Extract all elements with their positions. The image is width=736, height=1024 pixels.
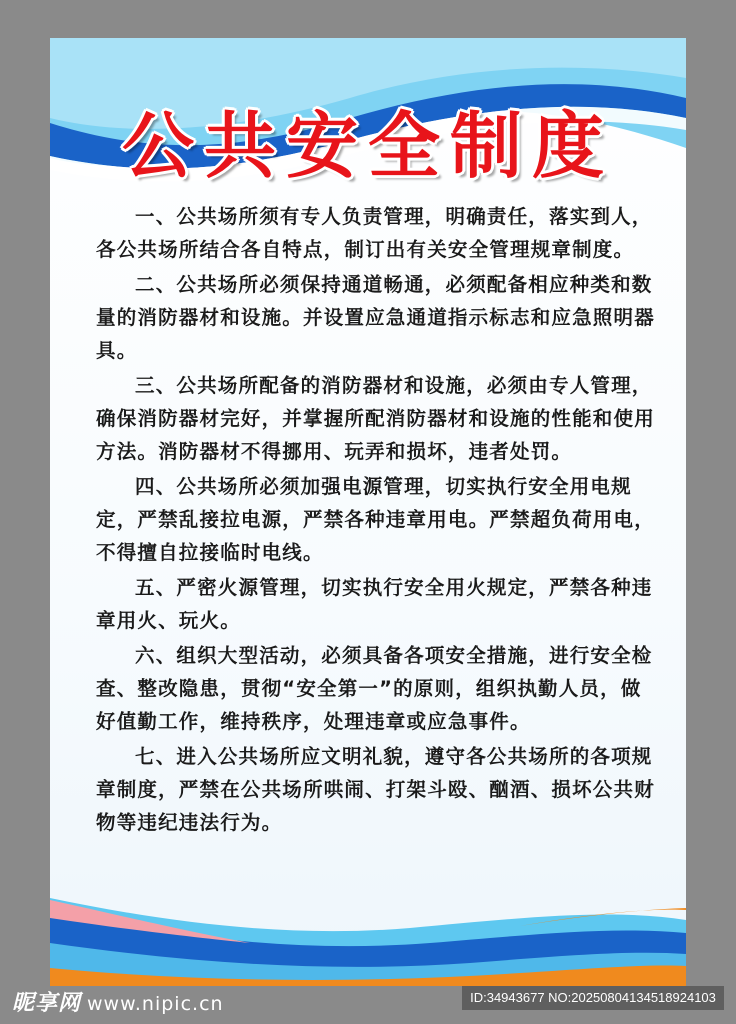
rule-paragraph-5: 五、严密火源管理，切实执行安全用火规定，严禁各种违章用火、玩火。	[96, 576, 653, 632]
rules-text	[96, 200, 656, 841]
rule-paragraph-4: 四、公共场所必须加强电源管理，切实执行安全用电规定，严禁乱接拉电源，严禁各种违章用电。严禁超负荷用电，不得擅自拉接临时电线。	[96, 475, 655, 564]
image-id-label: ID:34943677 NO:20250804134518924103	[462, 986, 724, 1010]
rule-paragraph-7: 七、进入公共场所应文明礼貌，遵守各公共场所的各项规章制度，严禁在公共场所哄闹、打架斗殴、酗酒、损坏公共财物等违纪违法行为。	[96, 745, 655, 834]
rule-paragraph-3: 三、公共场所配备的消防器材和设施，必须由专人管理，确保消防器材完好，并掌握所配消防器材和设施的性能和使用方法。消防器材不得挪用、玩弄和损坏，违者处罚。	[96, 374, 655, 463]
site-logo: 昵享网	[12, 991, 82, 1016]
poster-title: 公共安全制度	[121, 104, 614, 188]
site-watermark	[12, 986, 224, 1017]
rule-paragraph-6: 六、组织大型活动，必须具备各项安全措施，进行安全检查、整改隐患，贯彻“安全第一”的原则，组织执勤人员，做好值勤工作，维持秩序，处理违章或应急事件。	[96, 644, 653, 733]
rule-paragraph-1: 一、公共场所须有专人负责管理，明确责任，落实到人，各公共场所结合各自特点，制订出有关安全管理规章制度。	[96, 205, 653, 261]
rule-paragraph-2: 二、公共场所必须保持通道畅通，必须配备相应种类和数量的消防器材和设施。并设置应急通道指示标志和应急照明器具。	[96, 273, 655, 362]
site-url: www.nipic.cn	[87, 993, 224, 1015]
poster-board	[50, 38, 686, 986]
